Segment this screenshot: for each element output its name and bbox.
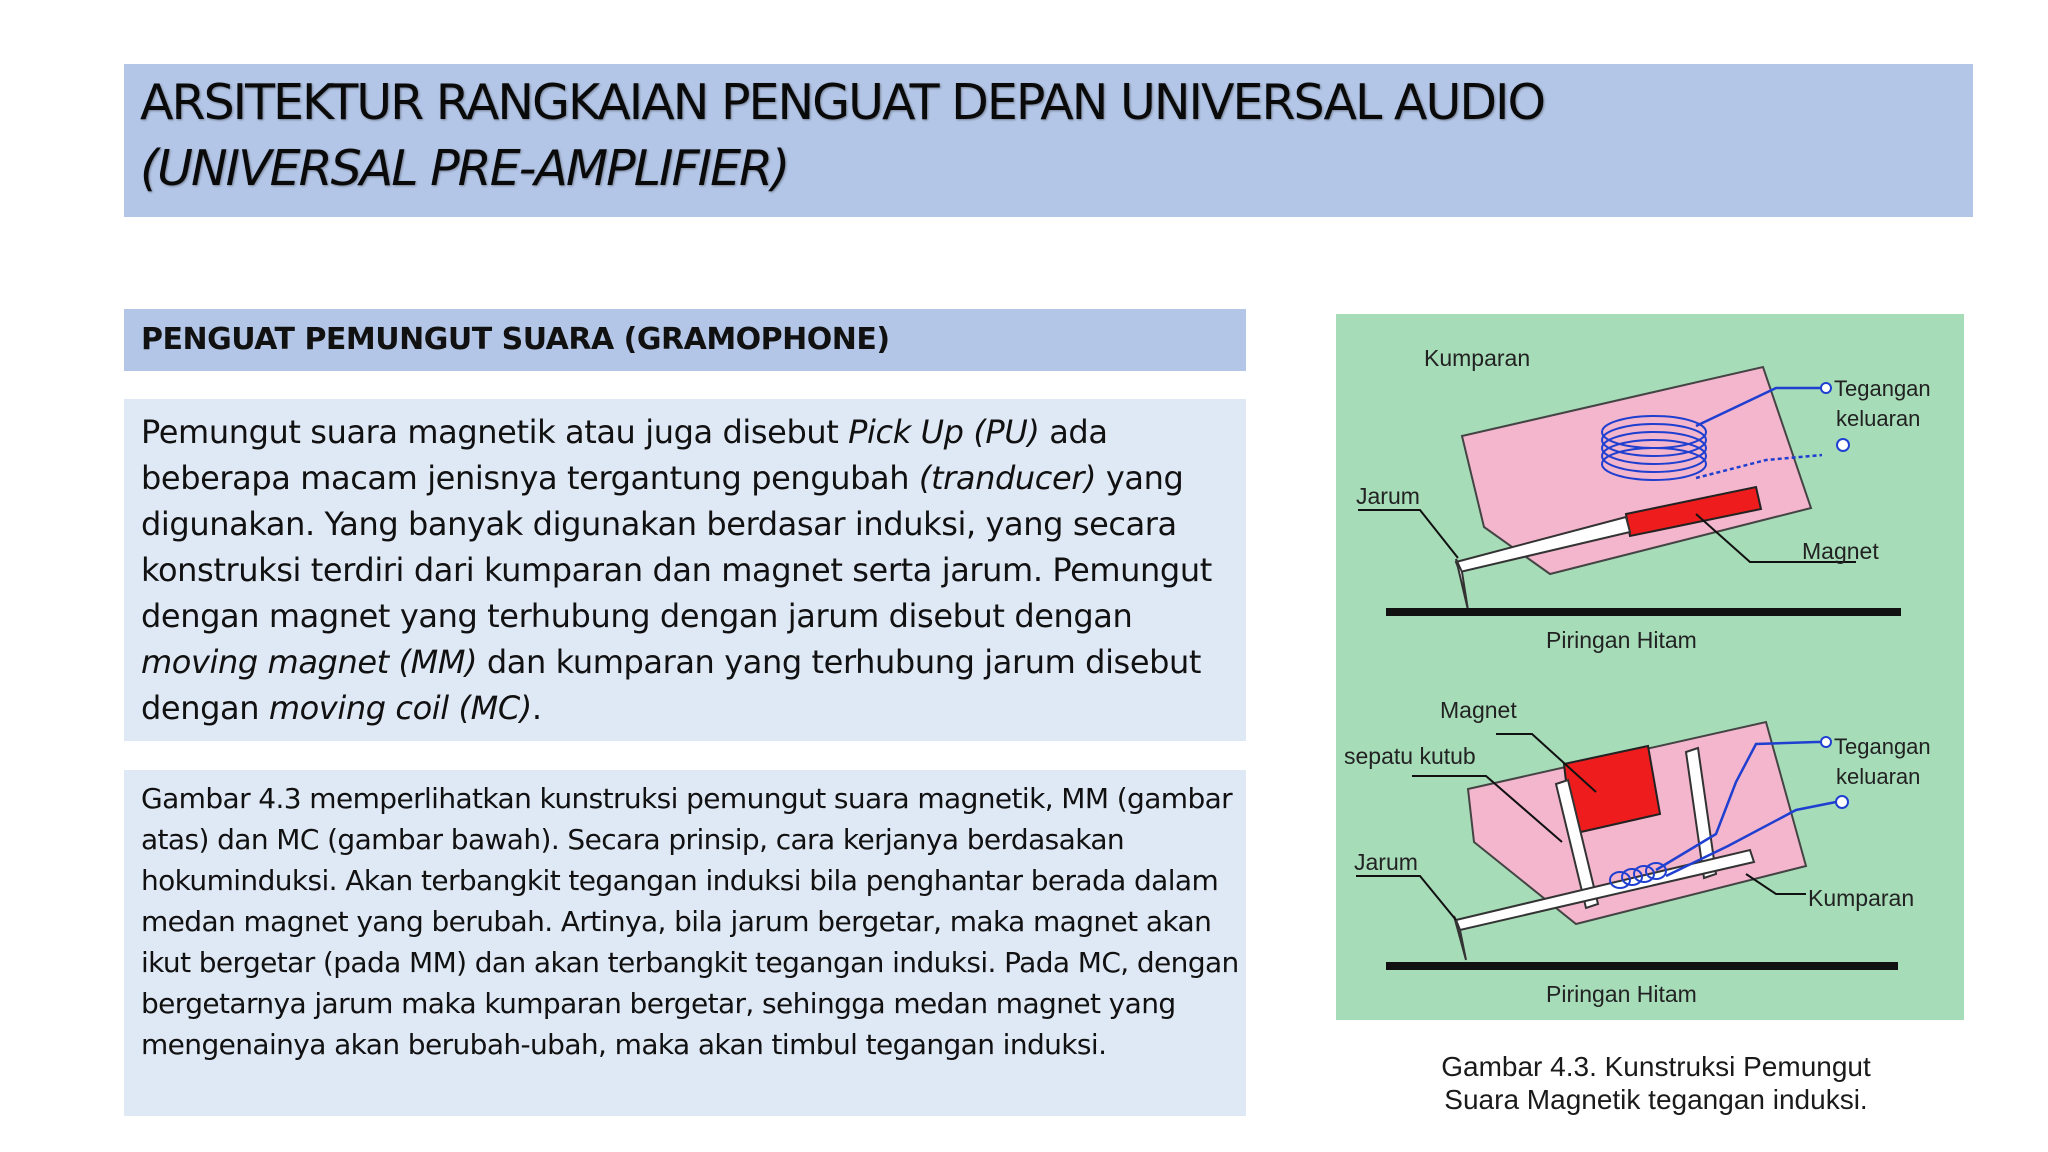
mm-label-tegangan: Tegangan (1834, 376, 1931, 401)
mm-label-kumparan: Kumparan (1424, 345, 1531, 371)
paragraph-box-1 (124, 399, 1246, 741)
mc-label-sepatu-kutub: sepatu kutub (1344, 743, 1476, 769)
p1-segment: ada beberapa macam jenisnya tergantung pengubah (141, 413, 1108, 497)
mc-label-piringan: Piringan Hitam (1546, 981, 1697, 1007)
mm-terminal-2 (1837, 439, 1849, 451)
mm-terminal-1 (1821, 383, 1831, 393)
mm-label-keluaran: keluaran (1836, 406, 1921, 431)
paragraph-2-text: Gambar 4.3 memperlihatkan kunstruksi pemungut suara magnetik, MM (gambar atas) dan MC (gambar bawah). Secara prinsip, cara kerjanya berdasakan hokuminduksi. Akan terbangkit tegangan induksi bila penghantar berada dalam medan magnet yang berubah. Artinya, bila jarum bergetar, maka magnet akan ikut bergetar (pada MM) dan akan terbangkit tegangan induksi. Pada MC, dengan bergetarnya jarum maka kumparan bergetar, sehingga medan magnet yang mengenainya akan berubah-ubah, maka akan timbul tegangan induksi. (141, 782, 1239, 1061)
mc-label-jarum: Jarum (1354, 849, 1418, 875)
mc-label-kumparan: Kumparan (1808, 885, 1915, 911)
mc-terminal-1 (1821, 737, 1831, 747)
slide-title-line2: (UNIVERSAL PRE-AMPLIFIER) (140, 140, 789, 197)
mm-label-piringan: Piringan Hitam (1546, 627, 1697, 653)
mc-terminal-2 (1836, 796, 1848, 808)
p1-italic-mc: moving coil (MC) (268, 689, 532, 727)
mm-label-magnet: Magnet (1802, 538, 1879, 564)
mc-label-magnet: Magnet (1440, 697, 1517, 723)
p1-segment: . (531, 689, 542, 727)
caption-line1: Gambar 4.3. Kunstruksi Pemungut (1441, 1051, 1871, 1082)
p1-italic-pickup: Pick Up (PU) (848, 413, 1040, 451)
mm-label-jarum: Jarum (1356, 483, 1420, 509)
diagram-mc (1344, 697, 1931, 1007)
caption-line2: Suara Magnetik tegangan induksi. (1444, 1084, 1868, 1115)
p1-segment: yang digunakan. Yang banyak digunakan berdasar induksi, yang secara konstruksi terdiri dari kumparan dan magnet serta jarum. Pemungut dengan magnet yang terhubung dengan jarum disebut dengan (141, 459, 1212, 635)
paragraph-box-2 (124, 770, 1246, 1116)
p1-italic-tranducer: (tranducer) (918, 459, 1097, 497)
section-heading-bar (124, 309, 1246, 371)
paragraph-1-text (141, 409, 1241, 731)
section-heading: PENGUAT PEMUNGUT SUARA (GRAMOPHONE) (141, 322, 890, 357)
p1-segment: Pemungut suara magnetik atau juga disebut (141, 413, 849, 451)
pickup-diagram-figure (1336, 314, 1964, 1020)
mm-leader-jarum (1358, 510, 1458, 558)
figure-caption (1336, 1050, 1976, 1116)
mc-leader-jarum (1356, 876, 1456, 920)
slide-title-band (124, 64, 1973, 217)
slide-title-line1: ARSITEKTUR RANGKAIAN PENGUAT DEPAN UNIVERSAL AUDIO (140, 74, 1545, 131)
p1-segment: dan kumparan yang terhubung jarum disebut dengan (141, 643, 1202, 727)
mc-label-tegangan: Tegangan (1834, 734, 1931, 759)
pickup-diagram (1336, 314, 1964, 1020)
diagram-mm (1356, 345, 1931, 653)
p1-italic-mm: moving magnet (MM) (141, 643, 478, 681)
mc-label-keluaran: keluaran (1836, 764, 1921, 789)
